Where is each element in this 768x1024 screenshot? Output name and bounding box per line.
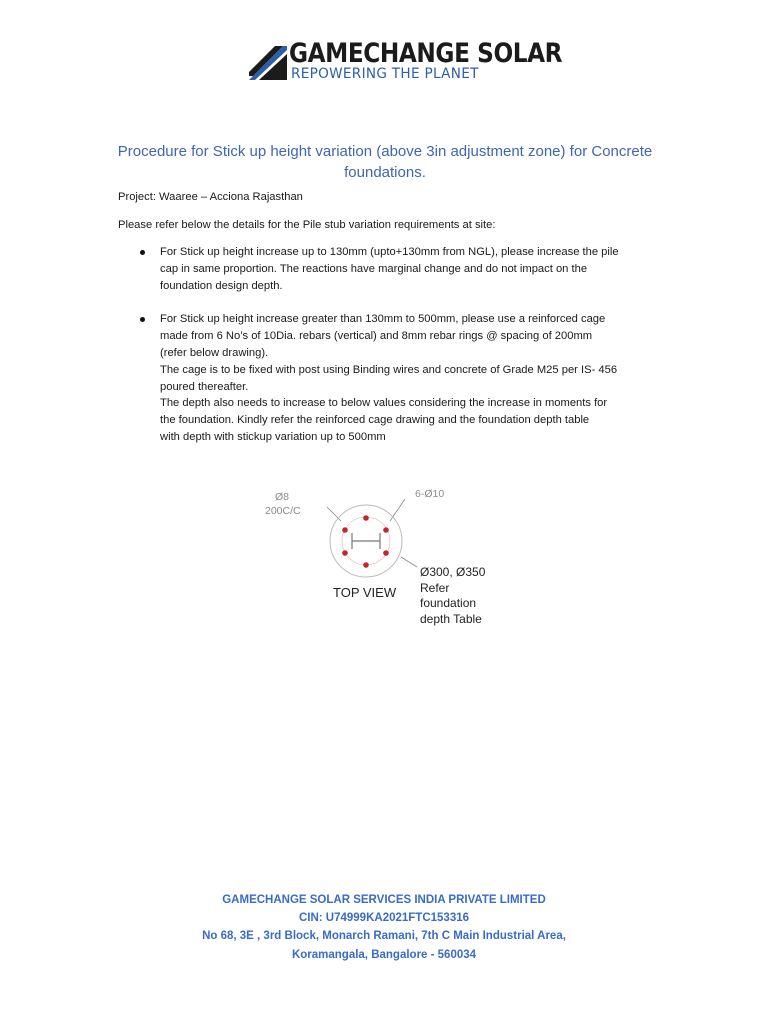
bullet-line: (refer below drawing). <box>160 346 269 359</box>
bullet-line: For Stick up height increase up to 130mm (upto+130mm from NGL), please increase the pile <box>160 246 619 258</box>
rebar-dot <box>342 550 348 556</box>
rebar-dot <box>342 527 348 533</box>
diameter-note-line: depth Table <box>420 611 482 626</box>
diameter-note-line: Refer <box>420 580 450 595</box>
bullet-line: The depth also needs to increase to below values considering the increase in moments for <box>160 397 608 410</box>
bullet-line: cap in same proportion. The reactions have marginal change and do not impact on the <box>160 262 588 275</box>
footer-company: GAMECHANGE SOLAR SERVICES INDIA PRIVATE LIMITED <box>222 894 546 906</box>
footer-cin: CIN: U74999KA2021FTC153316 <box>298 912 470 925</box>
rebar-dot <box>383 550 389 556</box>
project-line: Project: Waaree – Acciona Rajasthan <box>118 191 303 203</box>
rebar-dot <box>363 562 369 568</box>
h-post-shape <box>352 533 380 549</box>
top-view-label: TOP VIEW <box>333 585 397 600</box>
bullet-line: For Stick up height increase greater than 130mm to 500mm, please use a reinforced cage <box>160 313 606 326</box>
rebar-leader-line <box>390 499 405 521</box>
diameter-note <box>420 565 485 627</box>
ring-spacing-label: 200C/C <box>265 505 301 517</box>
document-title: Procedure for Stick up height variation (above 3in adjustment zone) for Concrete foundations. <box>117 143 653 181</box>
bullet-icon <box>140 250 145 255</box>
bullet-line: with depth with stickup variation up to 500mm <box>160 430 386 443</box>
company-name: GAMECHANGE SOLAR <box>289 38 563 69</box>
company-logo <box>247 38 563 84</box>
rebar-dot <box>363 515 369 521</box>
ring-leader-line <box>327 507 341 521</box>
page-footer <box>150 891 618 964</box>
bullet-line: The cage is to be fixed with post using Binding wires and concrete of Grade M25 per IS- 456 <box>160 363 618 376</box>
diameter-note-line: foundation <box>420 596 477 610</box>
footer-address-line: Koramangala, Bangalore - 560034 <box>291 948 477 961</box>
bullet-line: foundation design depth. <box>160 279 283 292</box>
rebar-label: 6-Ø10 <box>415 488 445 500</box>
requirements-list <box>138 244 658 446</box>
diameter-leader-line <box>401 557 417 567</box>
company-tagline: REPOWERING THE PLANET <box>291 66 479 82</box>
footer-address-line: No 68, 3E , 3rd Block, Monarch Ramani, 7th C Main Industrial Area, <box>202 930 566 943</box>
bullet-line: poured thereafter. <box>160 380 249 393</box>
ring-diameter-label: Ø8 <box>275 491 290 503</box>
gamechange-slash-logo-icon <box>247 42 287 82</box>
bullet-line: made from 6 No’s of 10Dia. rebars (vertical) and 8mm rebar rings @ spacing of 200mm <box>160 330 593 343</box>
rebar-dot <box>383 527 389 533</box>
bullet-icon <box>140 317 145 322</box>
reinforced-cage-drawing <box>255 485 510 630</box>
list-item <box>138 244 658 294</box>
diameter-note-line: Ø300, Ø350 <box>420 565 486 579</box>
intro-line: Please refer below the details for the Pile stub variation requirements at site: <box>118 219 496 231</box>
list-item <box>138 311 658 445</box>
bullet-line: the foundation. Kindly refer the reinforced cage drawing and the foundation depth table <box>160 414 590 427</box>
